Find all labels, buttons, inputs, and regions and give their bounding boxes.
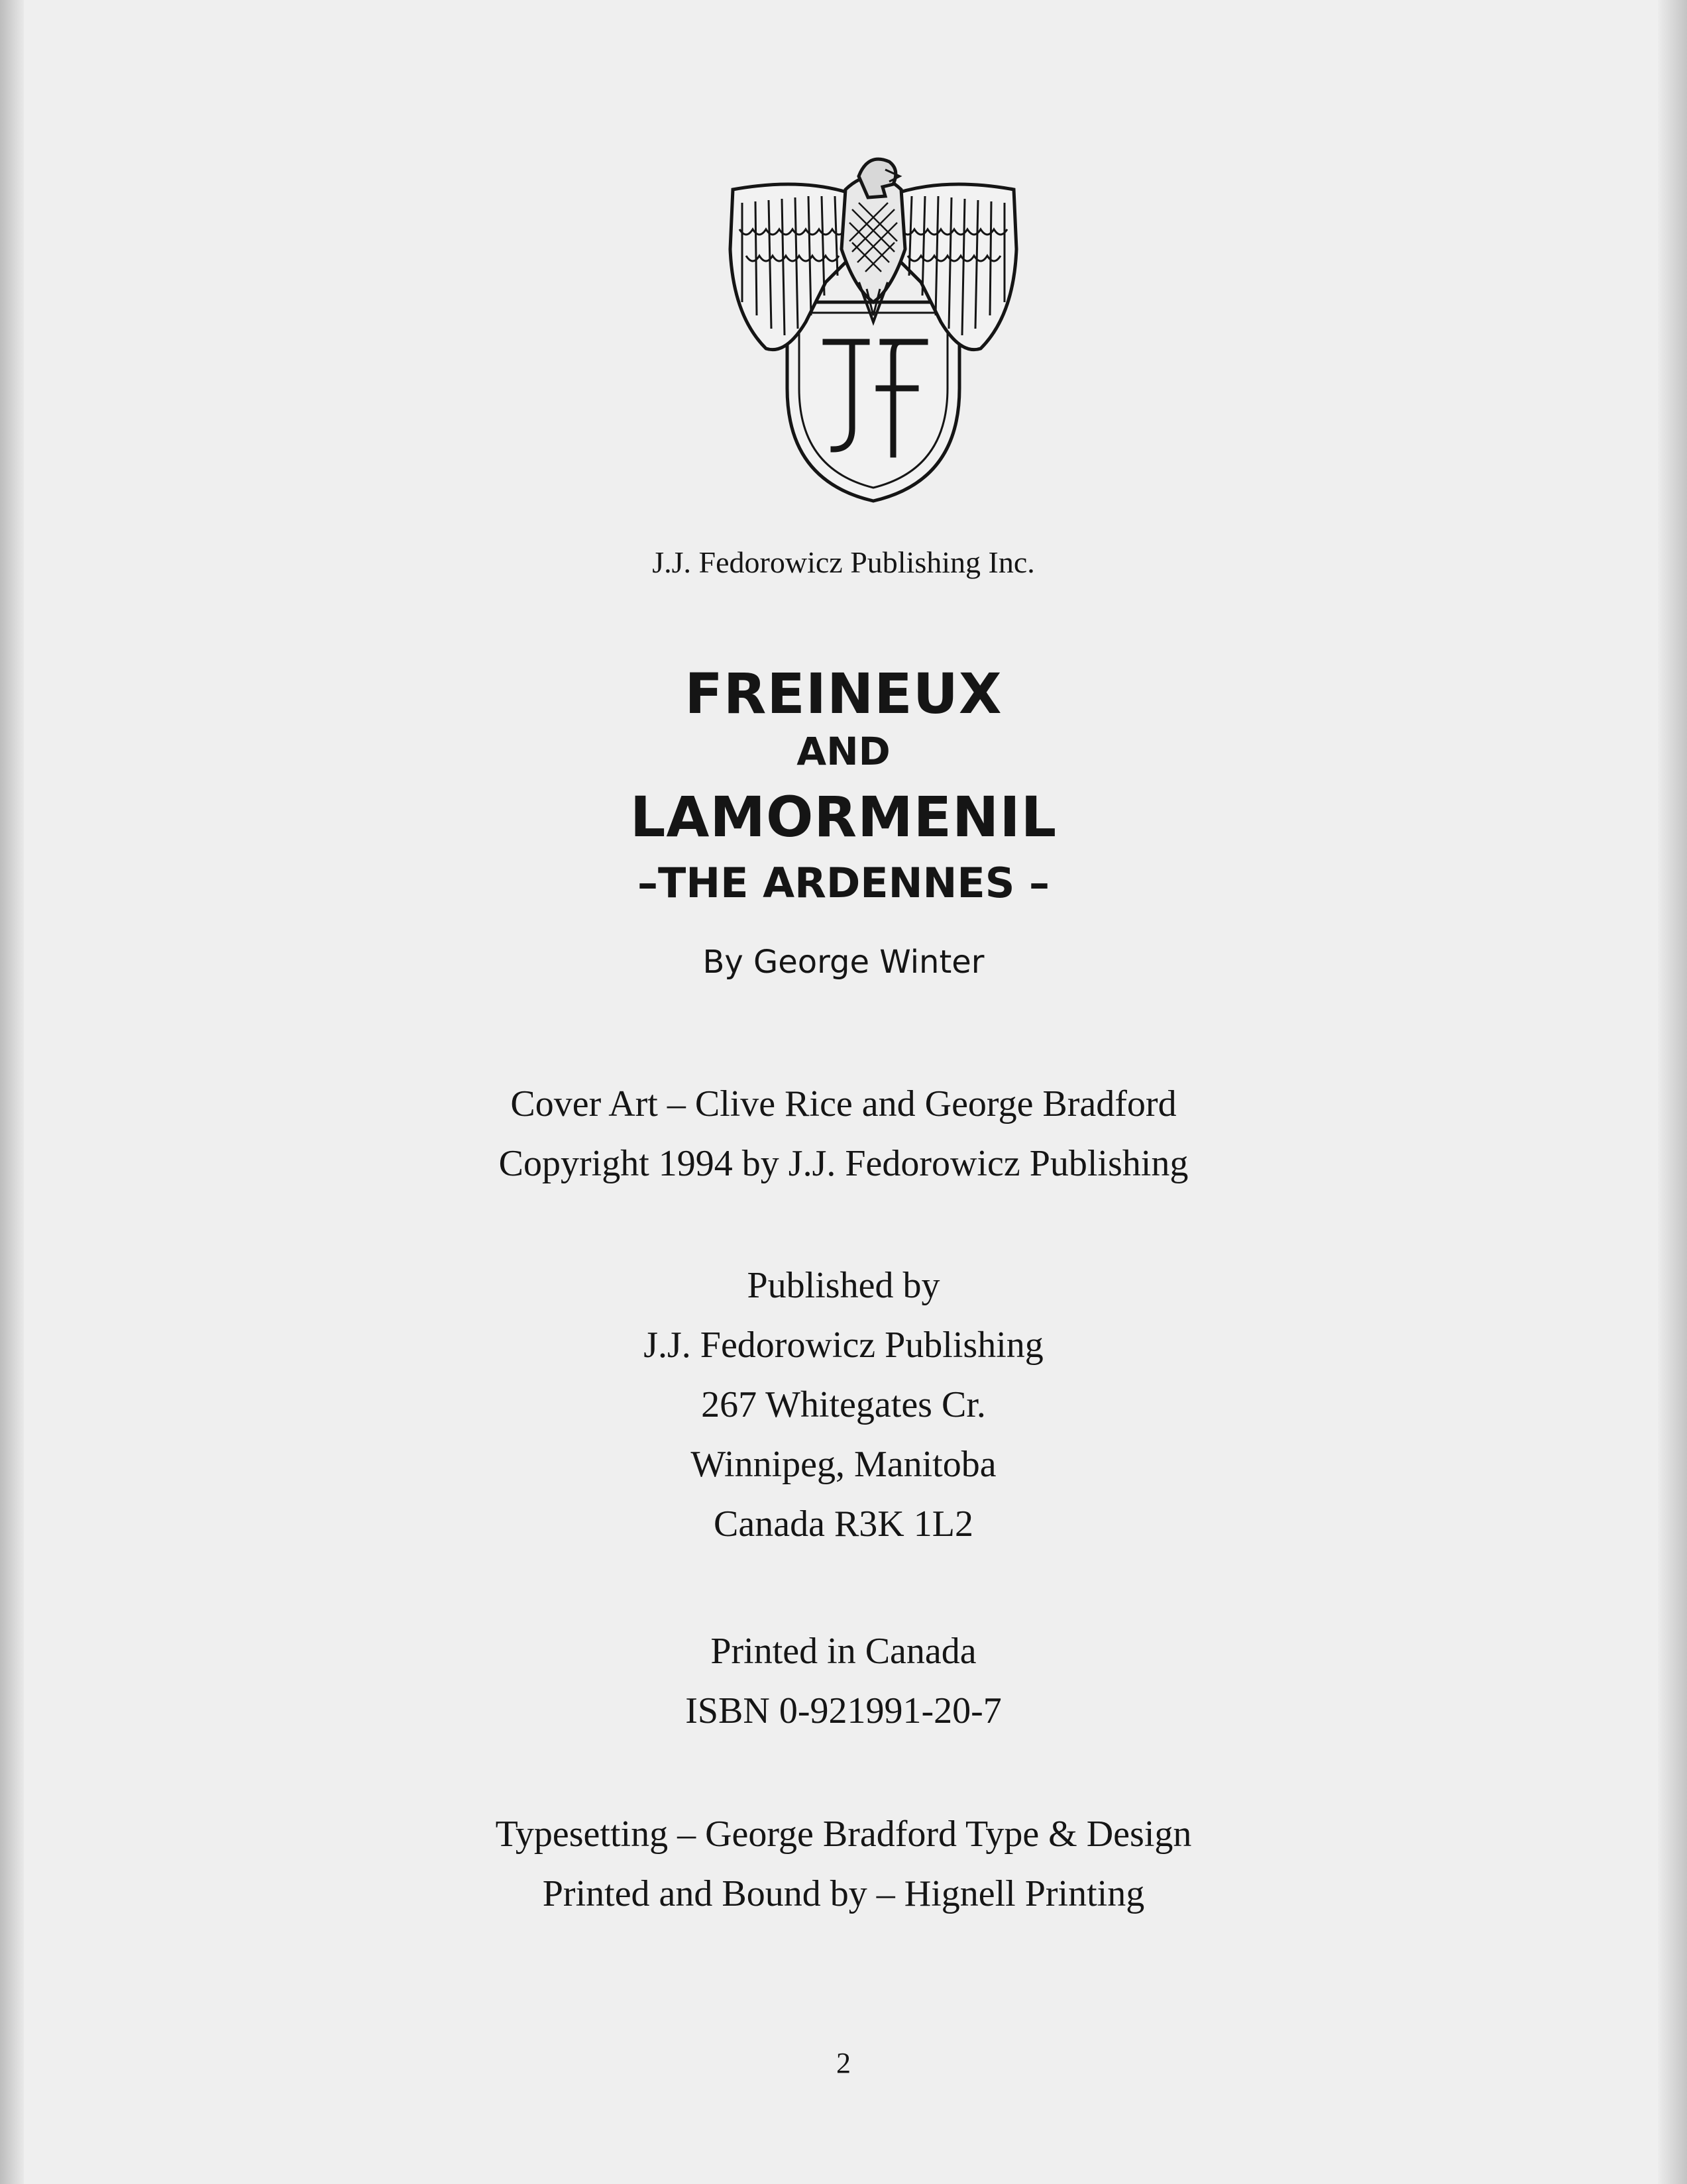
- printing-credit: Printed and Bound by – Hignell Printing: [542, 1873, 1145, 1914]
- publisher-header: J.J. Fedorowicz Publishing Inc.: [652, 545, 1035, 579]
- published-by-label: Published by: [747, 1265, 940, 1306]
- copyright-notice: Copyright 1994 by J.J. Fedorowicz Publishing: [498, 1143, 1189, 1184]
- cover-art-credit: Cover Art – Clive Rice and George Bradford: [510, 1083, 1177, 1124]
- publisher-name: J.J. Fedorowicz Publishing: [643, 1325, 1044, 1366]
- title-line-1: FREINEUX: [684, 661, 1003, 726]
- page-number: 2: [836, 2047, 851, 2079]
- subtitle: –THE ARDENNES –: [637, 859, 1050, 907]
- publisher-street: 267 Whitegates Cr.: [701, 1384, 986, 1425]
- typesetting-credit: Typesetting – George Bradford Type & Design: [495, 1814, 1192, 1855]
- publisher-city: Winnipeg, Manitoba: [690, 1444, 997, 1485]
- printed-in: Printed in Canada: [710, 1631, 977, 1672]
- author-byline: By George Winter: [702, 944, 985, 981]
- title-line-3: LAMORMENIL: [629, 785, 1058, 849]
- eagle-shield-logo-icon: [726, 150, 1020, 512]
- isbn: ISBN 0-921991-20-7: [685, 1690, 1002, 1731]
- publisher-country-postal: Canada R3K 1L2: [714, 1503, 973, 1545]
- title-line-2: AND: [796, 729, 891, 774]
